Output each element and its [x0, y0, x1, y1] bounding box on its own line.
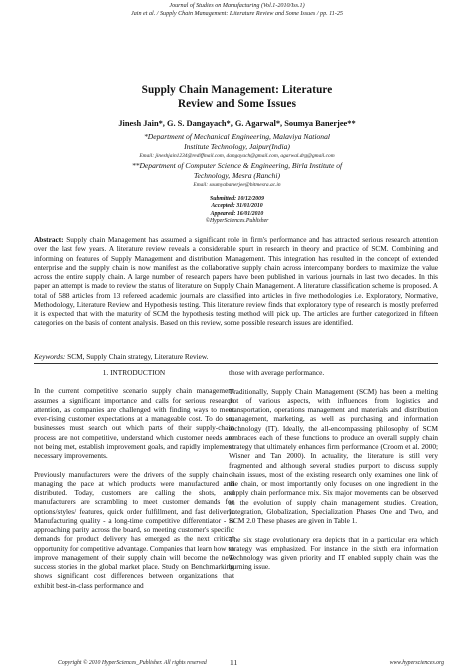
keywords	[34, 352, 438, 361]
right-column	[229, 368, 438, 572]
affiliation-1	[0, 132, 474, 151]
section-heading-introduction: 1. INTRODUCTION	[102, 368, 166, 377]
journal-header	[0, 3, 474, 18]
affiliation-1-line2: Institute Technology, Jaipur(India)	[184, 141, 290, 151]
paragraph: those with average performance.	[229, 368, 325, 377]
affiliation-1-line1: *Department of Mechanical Engineering, Malaviya National	[143, 132, 330, 141]
abstract	[34, 235, 438, 328]
paper-title-line1: Supply Chain Management: Literature	[141, 84, 333, 96]
authors: Jinesh Jain*, G. S. Dangayach*, G. Agarwal*, Soumya Banerjee**	[118, 119, 356, 128]
journal-header-line2: Jain et al. / Supply Chain Management: Literature Review and Some Issues / pp. 11-25	[131, 10, 343, 17]
paper-title-line2: Review and Some Issues	[177, 98, 297, 110]
keywords-label: Keywords:	[34, 352, 66, 361]
submitted-date: Submitted: 10/12/2009	[210, 196, 264, 202]
paragraph: The six stage evolutionary era depicts that in a particular era which strategy was emphasized. For instance in the sixth era information Technology was given priority and IT enabled supply chain was the burning issue.	[229, 534, 438, 572]
left-column	[34, 368, 234, 590]
keywords-text: SCM, Supply Chain strategy, Literature Review.	[65, 352, 209, 361]
email-2: Email: soumyabanerjee@bitmesra.ac.in	[193, 182, 281, 188]
paragraph: In the current competitive scenario supply chain management assumes a significant importance and calls for serious research attention, as companies are challenged with finding ways to meet ever-rising customer expectations at a manageable cost. To do so, businesses must search out which parts of their supply-chain process are not competitive, understand which customer needs are not being met, establish improvement goals, and rapidly implement necessary improvements.	[34, 386, 234, 460]
paragraph-gap	[229, 525, 438, 534]
page-number: 11	[230, 658, 238, 667]
email-1: Email: jineshjain1234@rediffmail.com, dangayach@gmail.com, agarwal.drg@gmail.com	[139, 153, 335, 159]
affiliation-2-line2: Technology, Mesra (Ranchi)	[194, 170, 280, 180]
submission-dates	[0, 196, 474, 226]
accepted-date: Accepted: 31/01/2010	[211, 203, 263, 210]
abstract-text: Supply chain Management has assumed a significant role in firm's performance and has attracted serious research attention over the last few years. A literature review reveals a considerable spurt in research in theory and practice of SCM. Combining and informing on features of Supply Management and distribution Management. This integration has resulted in the concept of extended enterprise and the supply chain is now manifest as the collaborative supply chain across intercompany borders to maximize the value across the entire supply chain. A large number of research papers have been published in various journals in last two decades. In this paper an attempt is made to review the status of literature on Supply Chain Management. A literature classification scheme is proposed. A total of 588 articles from 13 refereed academic journals are classified into articles in five methodologies i.e. Exploratory, Normative, Methodology, Literature Review and Hypothesis testing. This literature review finds that exploratory type of research is mostly preferred it is expected that with the maturity of SCM the hypothesis testing method will pick up. The articles are further categorized in fifteen categories on the basis of content analysis. Based on this review, some possible research issues are identified.	[34, 235, 438, 328]
affiliation-2	[0, 161, 474, 180]
footer-website: www.hypersciences.org	[389, 660, 444, 666]
abstract-label: Abstract:	[34, 235, 64, 244]
paragraph: Traditionally, Supply Chain Management (SCM) has been a melting pot of various aspects, with influences from logistics and transportation, operations management and materials and distribution management, marketing, as well as purchasing and information technology (IT). Ideally, the all-encompassing philosophy of SCM embraces each of these functions to produce an overall supply chain strategy that ultimately enhances firm performance (Croom et al. 2000; Wisner and Tan 2000). In actuality, the literature is still very fragmented and although several studies purport to discuss supply chain issues, most of the existing research only examines one link of the chain, or most importantly only focuses on one ingredient in the supply chain performance mix. Six major movements can be observed in the evolution of supply chain management studies. Creation, Integration, Globalization, Specialization Phases One and Two, and SCM 2.0 These phases are given in Table 1.	[229, 386, 438, 525]
section-divider	[34, 363, 438, 364]
paragraph: Previously manufacturers were the drivers of the supply chain - managing the pace at which products were manufactured and distributed. Today, customers are calling the shots, and manufacturers are scrambling to meet customer demands for options/styles/ features, quick order fulfillment, and fast delivery. Manufacturing quality - a long-time competitive differentiator - is approaching parity across the board, so meeting customer's specific demands for product delivery has emerged as the next critical opportunity for competitive advantage. Companies that learn how to improve management of their supply chain will become the new success stories in the global market place. Study on Benchmarking shows significant cost differences between organizations that exhibit best-in-class performance and	[34, 469, 234, 590]
paragraph-gap	[34, 460, 234, 469]
appeared-date: Appeared: 16/01/2010	[210, 210, 264, 217]
paper-title	[0, 83, 474, 111]
publisher-line: ©HyperSciences.Publisher	[205, 218, 269, 225]
journal-header-line1: Journal of Studies on Manufacturing (Vol.1-2010/Iss.1)	[169, 3, 305, 9]
page-footer	[0, 659, 474, 669]
paragraph-gap	[229, 377, 438, 386]
affiliation-2-line1: **Department of Computer Science & Engineering, Birla Institute of	[131, 161, 343, 170]
footer-copyright: Copyright © 2010 HyperSciences_Publisher. All rights reserved	[58, 660, 207, 666]
